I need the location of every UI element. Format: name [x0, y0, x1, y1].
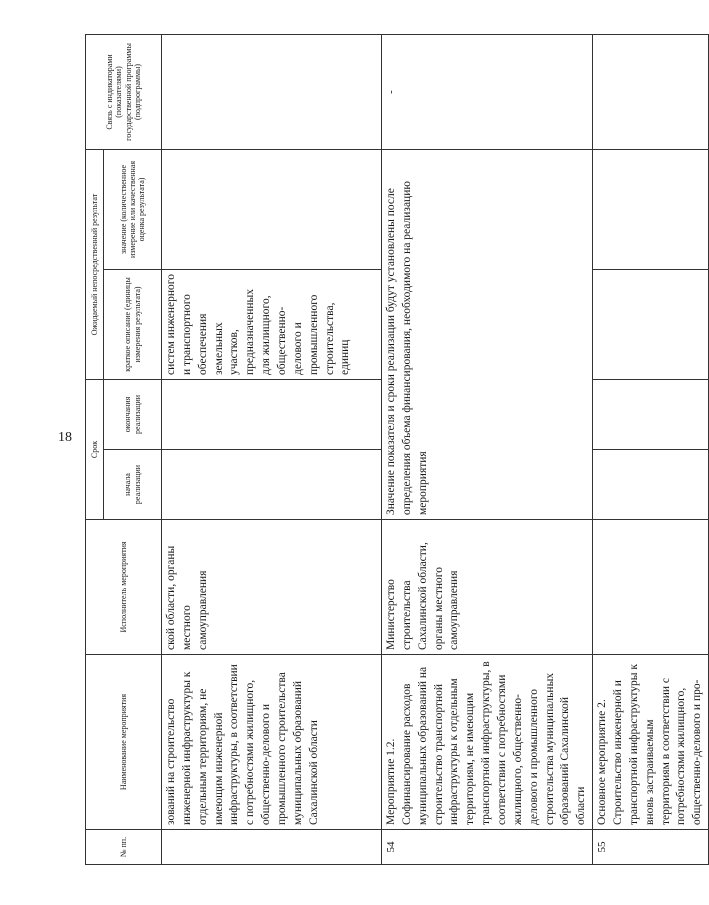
- row-result-value: [593, 149, 709, 269]
- row-executor: ской области, органы местного самоуправления: [162, 520, 382, 655]
- header-link: Связь с индикаторами (показателями) государственной программы (подпрограммы): [86, 34, 162, 149]
- row-name: зований на строительство инженерной инфраструктуры к отдельным территориям, не имеющим инженерной инфраструктуры, в соответствии с потребностями жилищного, общественно-делового и промышленного строительства муниципальных образований Сахалинской области: [162, 655, 382, 830]
- row-start: [593, 450, 709, 520]
- row-executor: [593, 520, 709, 655]
- header-term-end: окончания реализации: [104, 379, 162, 449]
- header-result-desc: краткое описание (единицы измерения результата): [104, 269, 162, 379]
- program-table: [85, 34, 709, 865]
- header-name: Наименование мероприятия: [86, 655, 162, 830]
- row-name: Основное мероприятие 2. Строительство инженерной и транспортной инфраструктуры к вновь застраиваемым территориям в соответствии с потребностями жилищного, общественно-делового и про-: [593, 655, 709, 830]
- table-row: [593, 34, 709, 864]
- row-end: [162, 379, 382, 449]
- header-term-start: начала реализации: [104, 450, 162, 520]
- row-result-desc: систем инженерного и транспортного обеспечения земельных участков, предназначенных для жилищного, общественно-делового и промышленного строительства, единиц: [162, 269, 382, 379]
- row-link: [593, 34, 709, 149]
- row-name: Мероприятие 1.2. Софинансирование расходов муниципальных образований на строительство транспортной инфраструктуры к отдельным территориям, не имеющим транспортной инфраструктуры, в соответствии с потребностями жилищного, общественно-делового и промышленного строительства муниципальных образований Сахалинской области: [382, 655, 593, 830]
- header-term: Срок: [86, 379, 104, 519]
- header-executor: Исполнитель мероприятия: [86, 520, 162, 655]
- row-link: -: [382, 34, 593, 149]
- row-num: [162, 830, 382, 865]
- table-row: [162, 34, 382, 864]
- row-executor: Министерство строительства Сахалинской области, органы местного самоуправления: [382, 520, 593, 655]
- row-end: [593, 379, 709, 449]
- row-start: [162, 450, 382, 520]
- row-merged-result: Значение показателя и сроки реализации будут установлены после определения объема финансирования, необходимого на реализацию мероприятия: [382, 149, 593, 519]
- header-result-value: значение (количественное измерение или качественная оценка результата): [104, 149, 162, 269]
- row-result-value: [162, 149, 382, 269]
- row-link: [162, 34, 382, 149]
- header-num: № пп.: [86, 830, 162, 865]
- row-num: 54: [382, 830, 593, 865]
- row-result-desc: [593, 269, 709, 379]
- program-table-rotated: [85, 35, 704, 865]
- page-number: 18: [58, 430, 72, 445]
- row-num: 55: [593, 830, 709, 865]
- table-row: [382, 34, 593, 864]
- header-result: Ожидаемый непосредственный результат: [86, 149, 104, 379]
